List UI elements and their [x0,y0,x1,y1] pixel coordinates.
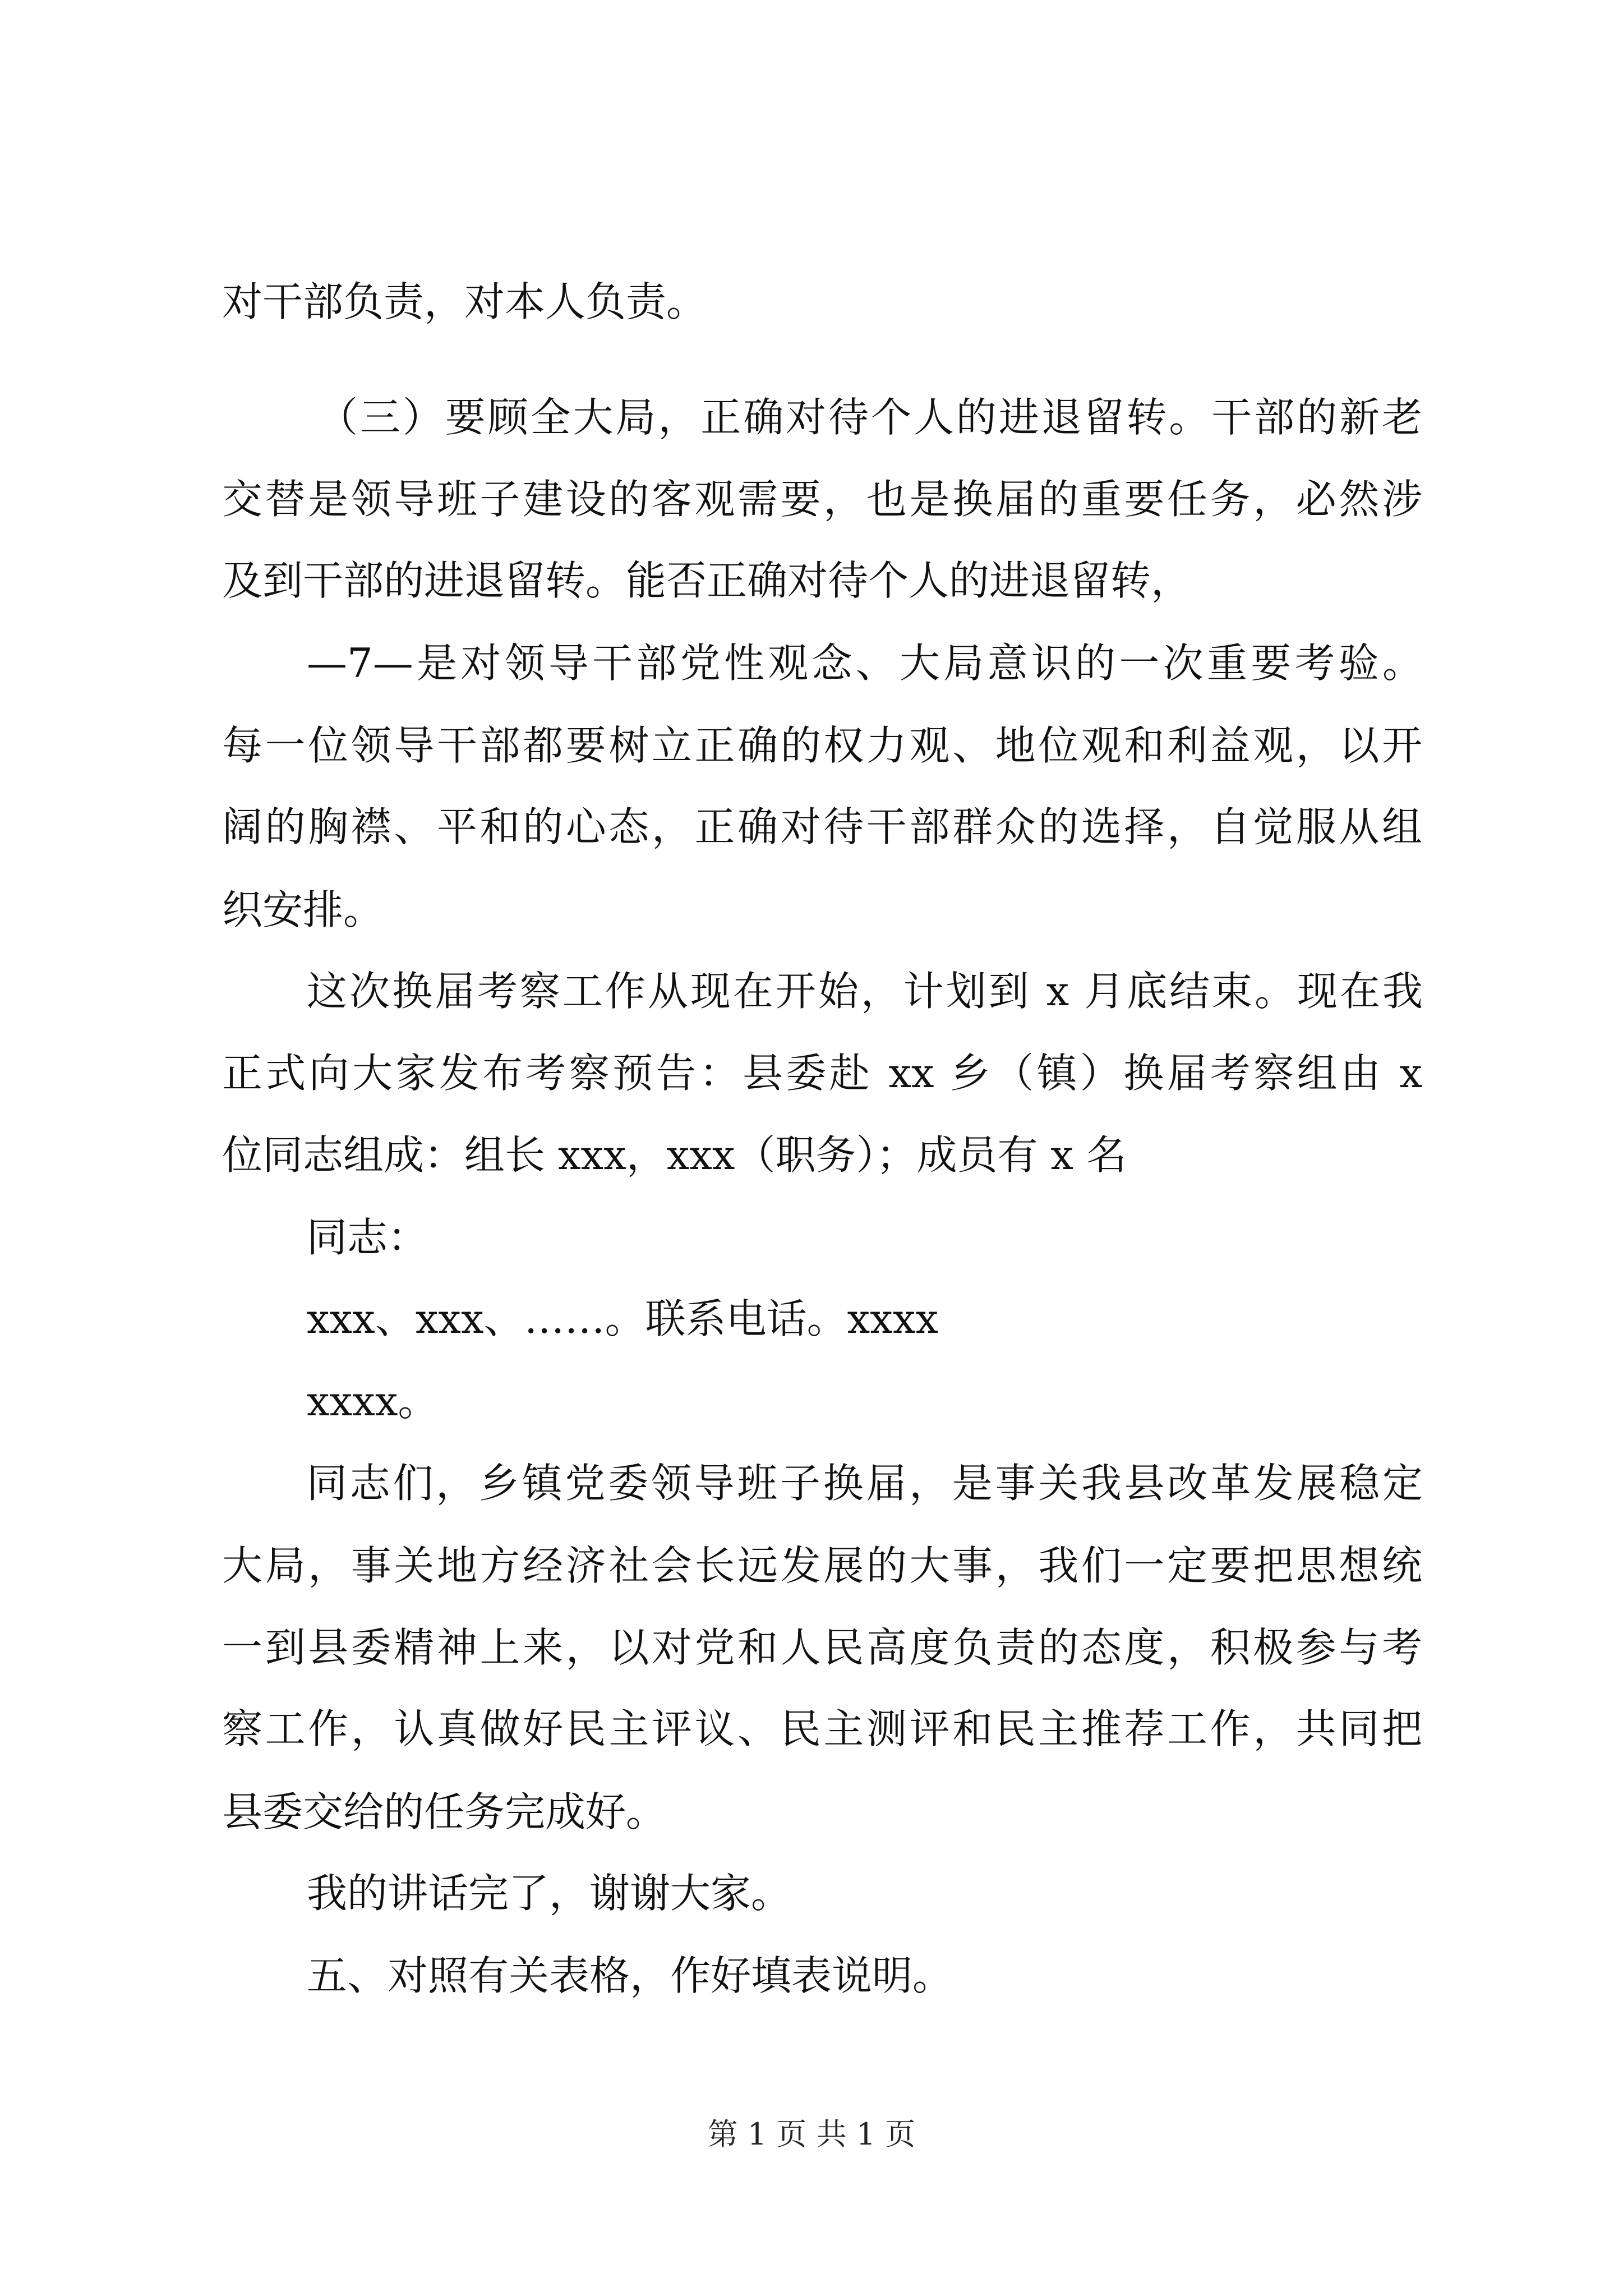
text-line: xxx、xxx、……。联系电话。xxxx [307,1295,939,1342]
text-line: 交替是领导班子建设的客观需要，也是换届的重要任务，必然涉 [222,476,1422,523]
text-line: xxxx。 [307,1378,439,1425]
text-line: 同志： [307,1214,428,1261]
text-line: 察工作，认真做好民主评议、民主测评和民主推荐工作，共同把 [222,1705,1422,1752]
page-footer: 第 1 页 共 1 页 [707,2116,916,2152]
text-line: 大局，事关地方经济社会长远发展的大事，我们一定要把思想统 [222,1542,1422,1589]
text-line: （三）要顾全大局，正确对待个人的进退留转。干部的新老 [317,394,1422,441]
text-line: —7—是对领导干部党性观念、大局意识的一次重要考验。 [307,639,1423,687]
text-line: 县委交给的任务完成好。 [222,1788,667,1835]
text-line: 阔的胸襟、平和的心态，正确对待干部群众的选择，自觉服从组 [222,803,1422,850]
text-line: 及到干部的进退留转。能否正确对待个人的进退留转， [222,557,1192,604]
text-line: 这次换届考察工作从现在开始，计划到 x 月底结束。现在我 [307,968,1423,1015]
text-line: 织安排。 [222,886,384,933]
text-line: 五、对照有关表格，作好填表说明。 [307,1952,953,1999]
text-line: 正式向大家发布考察预告：县委赴 xx 乡（镇）换届考察组由 x [222,1050,1422,1097]
text-line: 位同志组成：组长 xxx，xxx（职务）；成员有 x 名 [222,1131,1127,1179]
text-line: 一到县委精神上来，以对党和人民高度负责的态度，积极参与考 [222,1624,1422,1671]
text-line: 我的讲话完了，谢谢大家。 [307,1870,792,1917]
text-line: 每一位领导干部都要树立正确的权力观、地位观和利益观，以开 [222,722,1422,769]
text-line: 对干部负责，对本人负责。 [222,278,707,325]
text-line: 同志们，乡镇党委领导班子换届，是事关我县改革发展稳定 [307,1460,1423,1507]
